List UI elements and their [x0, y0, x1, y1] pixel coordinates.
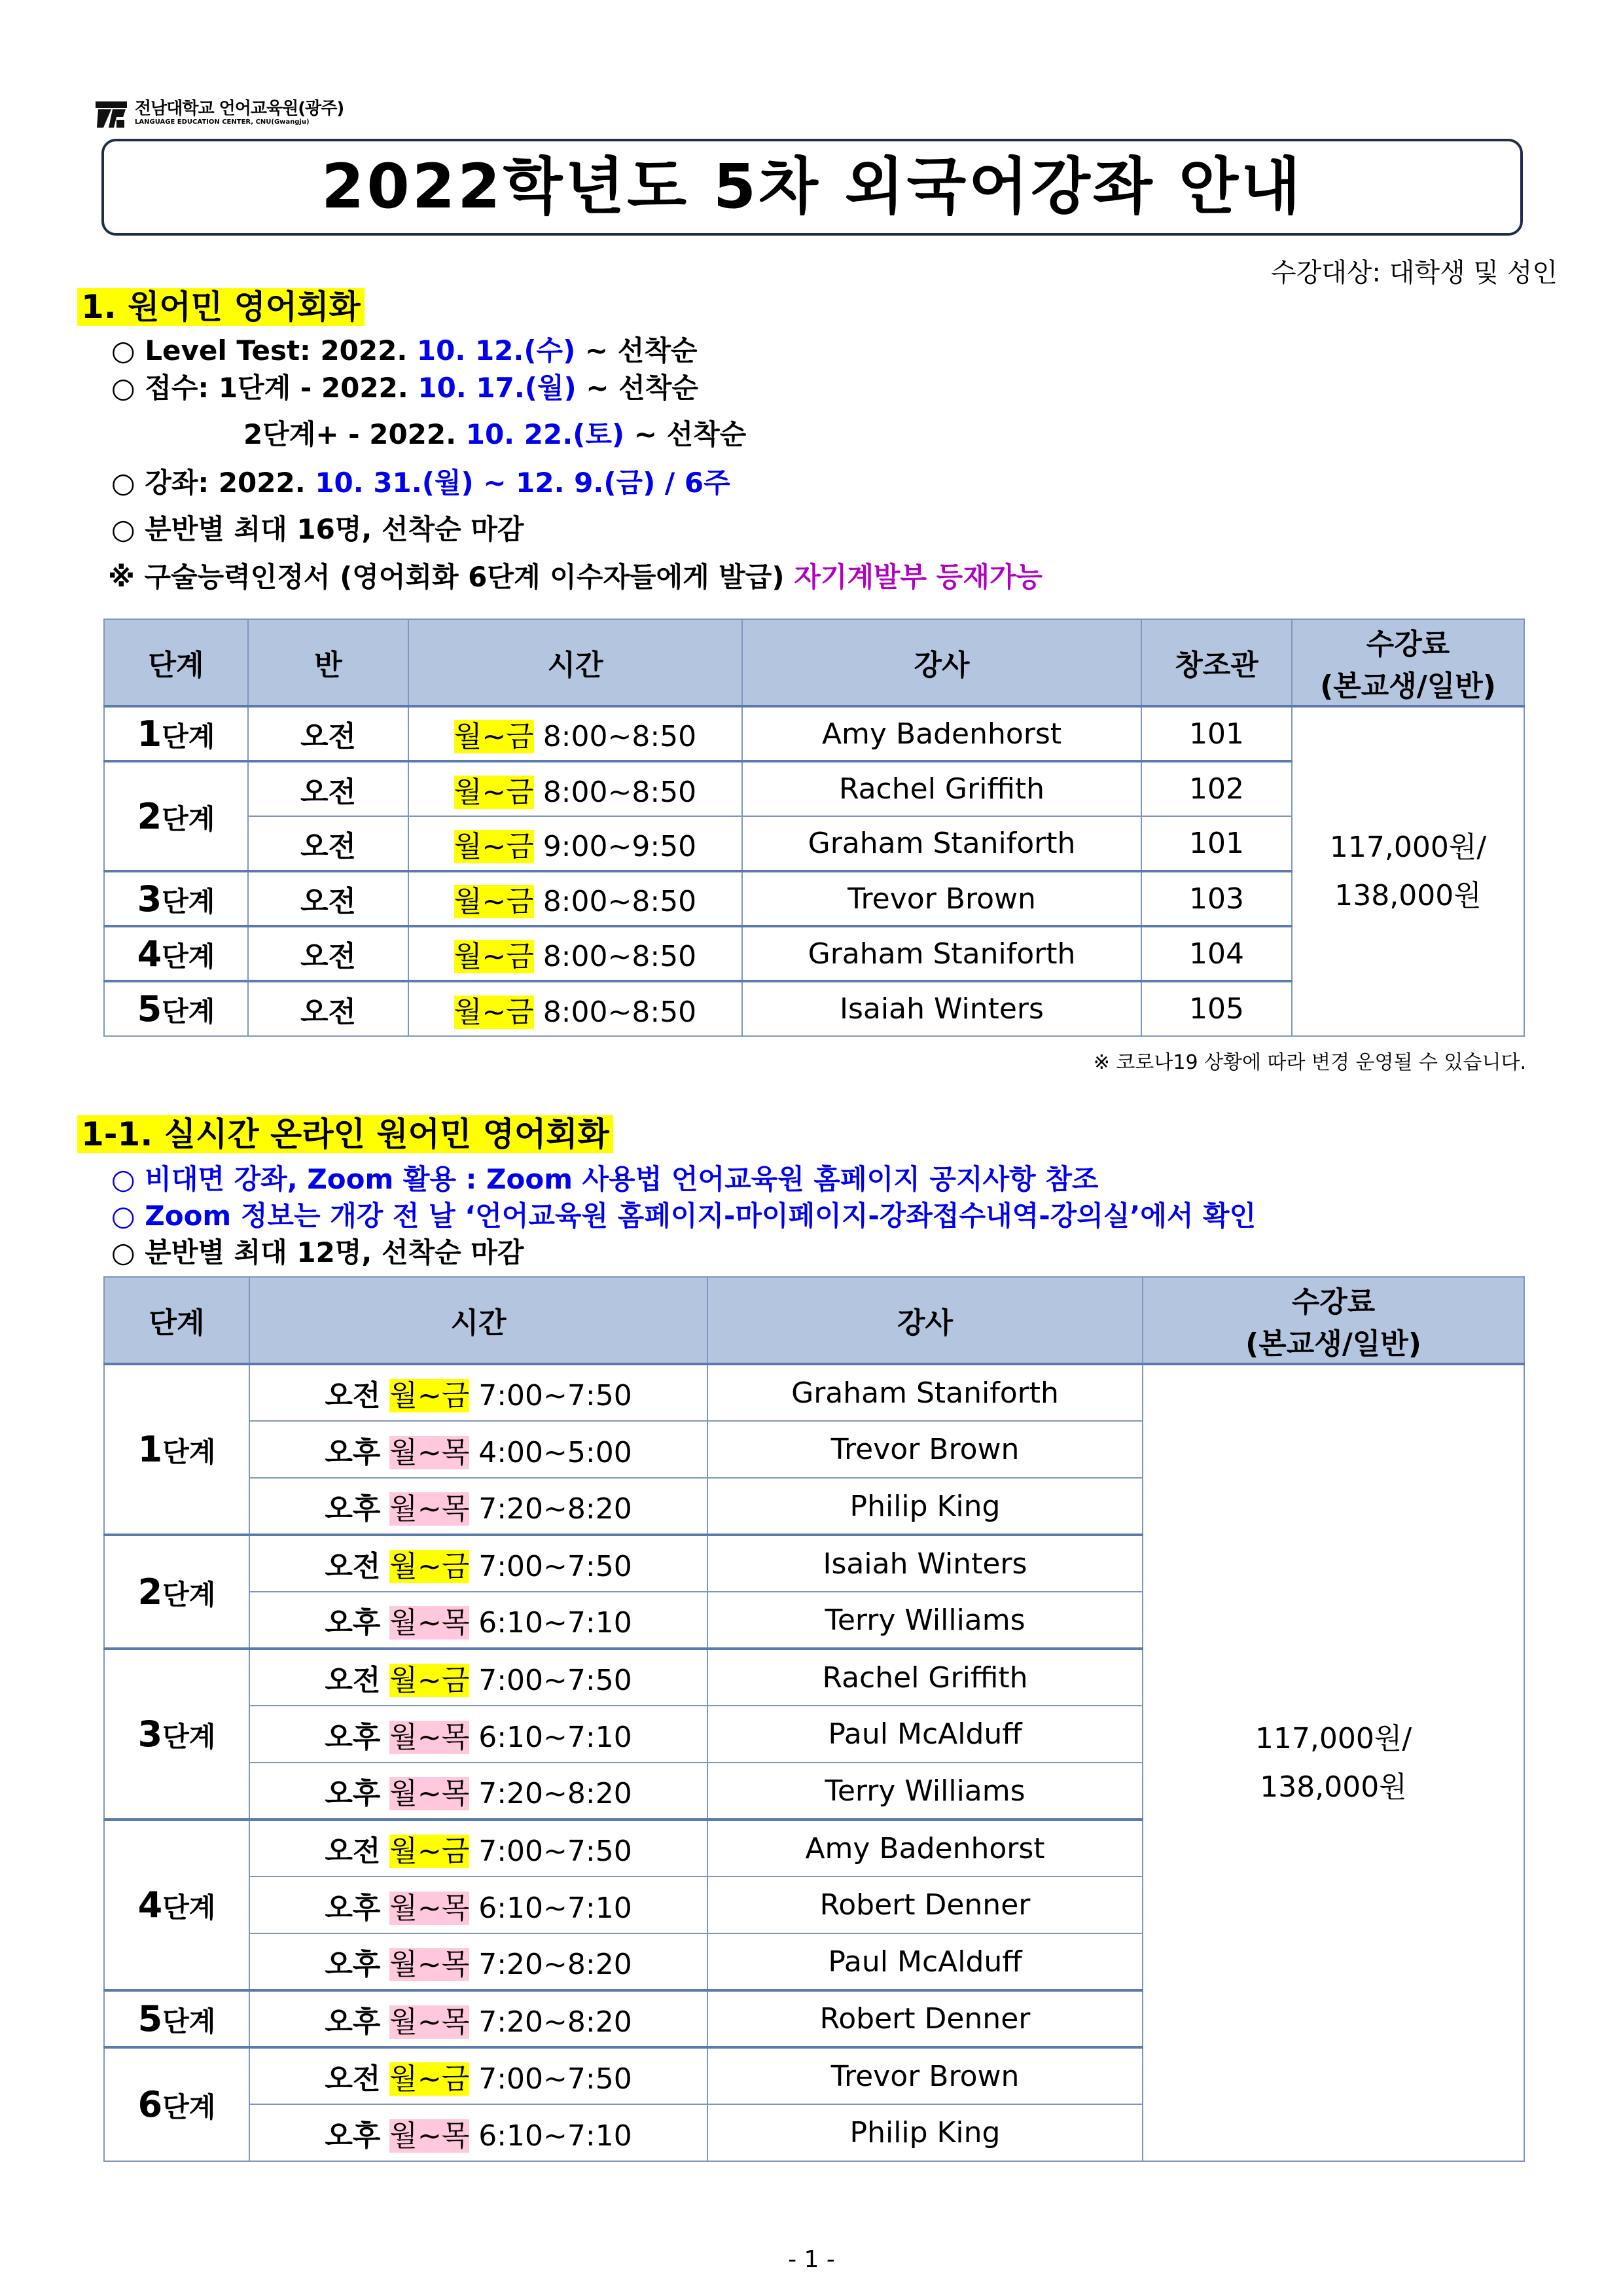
- room-cell: 103: [1141, 871, 1292, 926]
- header-class: 반: [248, 619, 408, 706]
- section2-heading: 1-1. 실시간 온라인 원어민 영어회화: [77, 1115, 613, 1153]
- teacher-cell: Terry Williams: [707, 1763, 1143, 1820]
- section2-heading-wrap: [77, 1113, 613, 1156]
- class-cell: 오전: [248, 706, 408, 761]
- class-cell: 오전: [248, 816, 408, 871]
- section1-heading-wrap: [77, 285, 365, 329]
- logo-english-text: LANGUAGE EDUCATION CENTER, CNU(Gwangju): [135, 118, 310, 126]
- time-cell: 월~금 8:00~8:50: [408, 761, 742, 816]
- teacher-cell: Isaiah Winters: [707, 1535, 1143, 1592]
- table-row: [104, 1364, 1524, 1421]
- section1-bullet-course-period: ○ 강좌: 2022. 10. 31.(월) ~ 12. 9.(금) / 6주: [111, 467, 730, 499]
- stage-cell: 1단계: [104, 1364, 249, 1535]
- header-room: 창조관: [1141, 619, 1292, 706]
- time-cell: 월~금 8:00~8:50: [408, 706, 742, 761]
- section2-bullet-zoom-info: ○ Zoom 정보는 개강 전 날 ‘언어교육원 홈페이지-마이페이지-강좌접수내역-강의실’에서 확인: [111, 1200, 1257, 1232]
- notice-highlight: 자기계발부 등재가능: [794, 561, 1043, 593]
- time-cell: 오전 월~금 7:00~7:50: [249, 1364, 707, 1421]
- teacher-cell: Isaiah Winters: [742, 981, 1141, 1036]
- stage-cell: 5단계: [104, 1990, 249, 2047]
- logo: [94, 95, 376, 134]
- time-cell: 오후 월~목 6:10~7:10: [249, 1876, 707, 1933]
- time-cell: 월~금 9:00~9:50: [408, 816, 742, 871]
- time-cell: 오후 월~목 6:10~7:10: [249, 2104, 707, 2161]
- stage-cell: 3단계: [104, 871, 248, 926]
- teacher-cell: Trevor Brown: [742, 871, 1141, 926]
- header-time: 시간: [249, 1277, 707, 1364]
- stage-cell: 2단계: [104, 761, 248, 871]
- header-stage: 단계: [104, 1277, 249, 1364]
- time-cell: 오후 월~목 7:20~8:20: [249, 1933, 707, 1990]
- class-cell: 오전: [248, 981, 408, 1036]
- teacher-cell: Terry Williams: [707, 1592, 1143, 1649]
- time-cell: 오전 월~금 7:00~7:50: [249, 1649, 707, 1706]
- time-cell: 오후 월~목 4:00~5:00: [249, 1421, 707, 1478]
- table-header-row: [104, 1277, 1524, 1364]
- teacher-cell: Amy Badenhorst: [707, 1820, 1143, 1876]
- teacher-cell: Amy Badenhorst: [742, 706, 1141, 761]
- stage-cell: 3단계: [104, 1649, 249, 1820]
- teacher-cell: Graham Staniforth: [742, 926, 1141, 981]
- room-cell: 101: [1141, 816, 1292, 871]
- room-cell: 105: [1141, 981, 1292, 1036]
- stage-cell: 6단계: [104, 2047, 249, 2161]
- header-fee: 수강료 (본교생/일반): [1292, 619, 1524, 706]
- teacher-cell: Trevor Brown: [707, 2047, 1143, 2104]
- page-title: 2022학년도 5차 외국어강좌 안내: [321, 151, 1304, 223]
- teacher-cell: Paul McAlduff: [707, 1706, 1143, 1763]
- covid-note: ※ 코로나19 상황에 따라 변경 운영될 수 있습니다.: [1093, 1051, 1526, 1074]
- time-cell: 오후 월~목 7:20~8:20: [249, 1478, 707, 1535]
- teacher-cell: Robert Denner: [707, 1990, 1143, 2047]
- time-cell: 오후 월~목 6:10~7:10: [249, 1706, 707, 1763]
- time-cell: 오전 월~금 7:00~7:50: [249, 1535, 707, 1592]
- offline-course-table: [103, 619, 1525, 1037]
- time-cell: 오전 월~금 7:00~7:50: [249, 1820, 707, 1876]
- header-stage: 단계: [104, 619, 248, 706]
- teacher-cell: Graham Staniforth: [707, 1364, 1143, 1421]
- section1-bullet-register-stage2: 2단계+ - 2022. 10. 22.(토) ~ 선착순: [243, 418, 747, 450]
- section1-notice: ※ 구술능력인정서 (영어회화 6단계 이수자들에게 발급) 자기계발부 등재가능: [108, 561, 1043, 593]
- fee-cell: 117,000원/ 138,000원: [1292, 706, 1524, 1036]
- room-cell: 104: [1141, 926, 1292, 981]
- section1-heading: 1. 원어민 영어회화: [77, 288, 365, 326]
- header-teacher: 강사: [742, 619, 1141, 706]
- header-fee: 수강료 (본교생/일반): [1143, 1277, 1524, 1364]
- room-cell: 101: [1141, 706, 1292, 761]
- stage-cell: 4단계: [104, 926, 248, 981]
- time-cell: 월~금 8:00~8:50: [408, 981, 742, 1036]
- online-course-table: [103, 1276, 1525, 2162]
- teacher-cell: Trevor Brown: [707, 1421, 1143, 1478]
- stage-cell: 1단계: [104, 706, 248, 761]
- time-cell: 오후 월~목 7:20~8:20: [249, 1990, 707, 2047]
- fee-cell: 117,000원/ 138,000원: [1143, 1364, 1524, 2161]
- stage-cell: 5단계: [104, 981, 248, 1036]
- time-cell: 오전 월~금 7:00~7:50: [249, 2047, 707, 2104]
- section2-bullet-zoom-usage: ○ 비대면 강좌, Zoom 활용 : Zoom 사용법 언어교육원 홈페이지 공지사항 참조: [111, 1163, 1099, 1195]
- table-header-row: [104, 619, 1524, 706]
- section1-bullet-register: ○ 접수: 1단계 - 2022. 10. 17.(월) ~ 선착순: [111, 372, 698, 404]
- teacher-cell: Rachel Griffith: [707, 1649, 1143, 1706]
- teacher-cell: Rachel Griffith: [742, 761, 1141, 816]
- room-cell: 102: [1141, 761, 1292, 816]
- time-cell: 오후 월~목 6:10~7:10: [249, 1592, 707, 1649]
- page-number: - 1 -: [788, 2246, 835, 2273]
- teacher-cell: Robert Denner: [707, 1876, 1143, 1933]
- class-cell: 오전: [248, 871, 408, 926]
- teacher-cell: Philip King: [707, 2104, 1143, 2161]
- class-cell: 오전: [248, 761, 408, 816]
- logo-korean-text: 전남대학교 언어교육원(광주): [135, 99, 344, 118]
- teacher-cell: Graham Staniforth: [742, 816, 1141, 871]
- time-cell: 오후 월~목 7:20~8:20: [249, 1763, 707, 1820]
- table-row: [104, 706, 1524, 761]
- header-time: 시간: [408, 619, 742, 706]
- university-emblem-icon: [94, 98, 128, 130]
- header-teacher: 강사: [707, 1277, 1143, 1364]
- online-table-body: [104, 1364, 1524, 2161]
- audience-text: 수강대상: 대학생 및 성인: [1270, 258, 1558, 288]
- teacher-cell: Paul McAlduff: [707, 1933, 1143, 1990]
- time-cell: 월~금 8:00~8:50: [408, 871, 742, 926]
- time-cell: 월~금 8:00~8:50: [408, 926, 742, 981]
- section2-bullet-capacity: ○ 분반별 최대 12명, 선착순 마감: [111, 1236, 524, 1268]
- stage-cell: 2단계: [104, 1535, 249, 1649]
- teacher-cell: Philip King: [707, 1478, 1143, 1535]
- title-box: [101, 139, 1523, 236]
- section1-bullet-level-test: ○ Level Test: 2022. 10. 12.(수) ~ 선착순: [111, 334, 698, 367]
- section1-bullet-capacity: ○ 분반별 최대 16명, 선착순 마감: [111, 513, 524, 545]
- class-cell: 오전: [248, 926, 408, 981]
- stage-cell: 4단계: [104, 1820, 249, 1990]
